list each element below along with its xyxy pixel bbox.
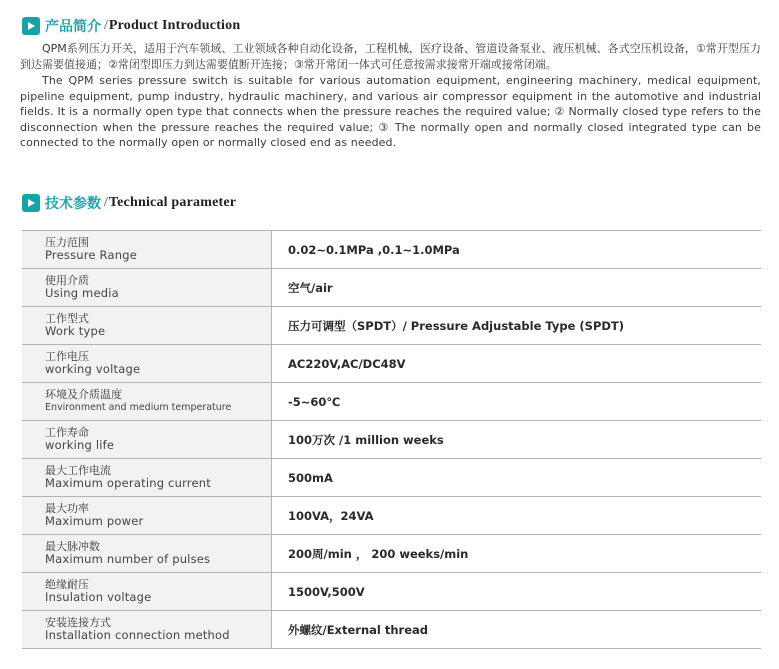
param-label-zh: 最大工作电流 — [45, 464, 111, 477]
param-label-cell — [22, 383, 272, 421]
param-label-cell — [22, 345, 272, 383]
technical-title-slash: / — [104, 195, 108, 210]
param-value: 0.02~0.1MPa ,0.1~1.0MPa — [272, 231, 762, 269]
param-value: 外螺纹/External thread — [272, 611, 762, 649]
param-value: 200周/min ， 200 weeks/min — [272, 535, 762, 573]
param-value: -5~60℃ — [272, 383, 762, 421]
table-row — [22, 421, 761, 459]
table-row — [22, 383, 761, 421]
param-value: 1500V,500V — [272, 573, 762, 611]
param-label-en: Installation connection method — [45, 628, 230, 642]
param-value: AC220V,AC/DC48V — [272, 345, 762, 383]
table-row — [22, 307, 761, 345]
table-row — [22, 231, 761, 269]
param-label-zh: 最大脉冲数 — [45, 540, 100, 553]
param-label-en: Using media — [45, 286, 119, 300]
play-triangle-icon — [22, 194, 40, 212]
param-label-en: working voltage — [45, 362, 141, 376]
param-label-cell — [22, 307, 272, 345]
intro-section-header — [22, 16, 240, 36]
param-value: 500mA — [272, 459, 762, 497]
param-label-cell — [22, 611, 272, 649]
param-label-en: Pressure Range — [45, 248, 138, 262]
param-label-en: Environment and medium temperature — [45, 402, 232, 413]
param-value: 空气/air — [272, 269, 762, 307]
intro-paragraph-zh: QPM系列压力开关，适用于汽车领域、工业领域各种自动化设备，工程机械，医疗设备、管道设备泵业、液压机械、各式空压机设备，①常开型压力到达需要值接通；②常闭型即压力到达需要值断开连接；③常开常闭一体式可任意按需求接常开端或接常闭端。 — [20, 42, 761, 71]
param-label-cell — [22, 535, 272, 573]
param-label-cell — [22, 231, 272, 269]
table-row — [22, 535, 761, 573]
param-label-cell — [22, 459, 272, 497]
param-label-cell — [22, 421, 272, 459]
param-value: 100VA，24VA — [272, 497, 762, 535]
param-label-en: Maximum number of pulses — [45, 552, 211, 566]
param-value: 100万次 /1 million weeks — [272, 421, 762, 459]
param-label-zh: 最大功率 — [45, 502, 89, 515]
table-row — [22, 573, 761, 611]
technical-section-header — [22, 193, 236, 213]
param-label-zh: 压力范围 — [45, 236, 89, 249]
param-label-cell — [22, 497, 272, 535]
param-label-cell — [22, 269, 272, 307]
technical-parameter-table — [22, 230, 761, 649]
param-label-zh: 绝缘耐压 — [45, 578, 89, 591]
param-label-zh: 工作型式 — [45, 312, 89, 325]
param-label-zh: 工作电压 — [45, 350, 89, 363]
param-label-en: working life — [45, 438, 115, 452]
table-row — [22, 459, 761, 497]
param-label-en: Maximum power — [45, 514, 144, 528]
param-label-en: Work type — [45, 324, 106, 338]
intro-title-slash: / — [104, 18, 108, 33]
param-label-zh: 环境及介质温度 — [45, 388, 122, 401]
table-row — [22, 269, 761, 307]
param-label-en: Insulation voltage — [45, 590, 152, 604]
intro-paragraph-en: The QPM series pressure switch is suitable for various automation equipment, engineering machinery, medical equipment, pipeline equipment, pump industry, hydraulic machinery, and various air compressor equipment in the automotive and industrial fields. It is a normally open type that connects when the pressure reaches the required value; ② Normally closed type refers to the disconnection when the pressure reaches the required value; ③ The normally open and normally closed integrated type can be connected to the normally open or normally closed end as needed. — [20, 74, 761, 150]
param-label-zh: 使用介质 — [45, 274, 89, 287]
play-triangle-icon — [22, 17, 40, 35]
table-row — [22, 611, 761, 649]
param-label-zh: 安装连接方式 — [45, 616, 111, 629]
table-row — [22, 497, 761, 535]
intro-title-en: Product Introduction — [108, 18, 241, 33]
intro-title-zh: 产品简介 — [45, 19, 101, 35]
param-label-en: Maximum operating current — [45, 476, 211, 490]
table-row — [22, 345, 761, 383]
param-label-cell — [22, 573, 272, 611]
param-value: 压力可调型（SPDT）/ Pressure Adjustable Type (SPDT) — [272, 307, 762, 345]
technical-title-zh: 技术参数 — [45, 196, 101, 212]
param-label-zh: 工作寿命 — [45, 426, 89, 439]
technical-title-en: Technical parameter — [108, 195, 237, 210]
